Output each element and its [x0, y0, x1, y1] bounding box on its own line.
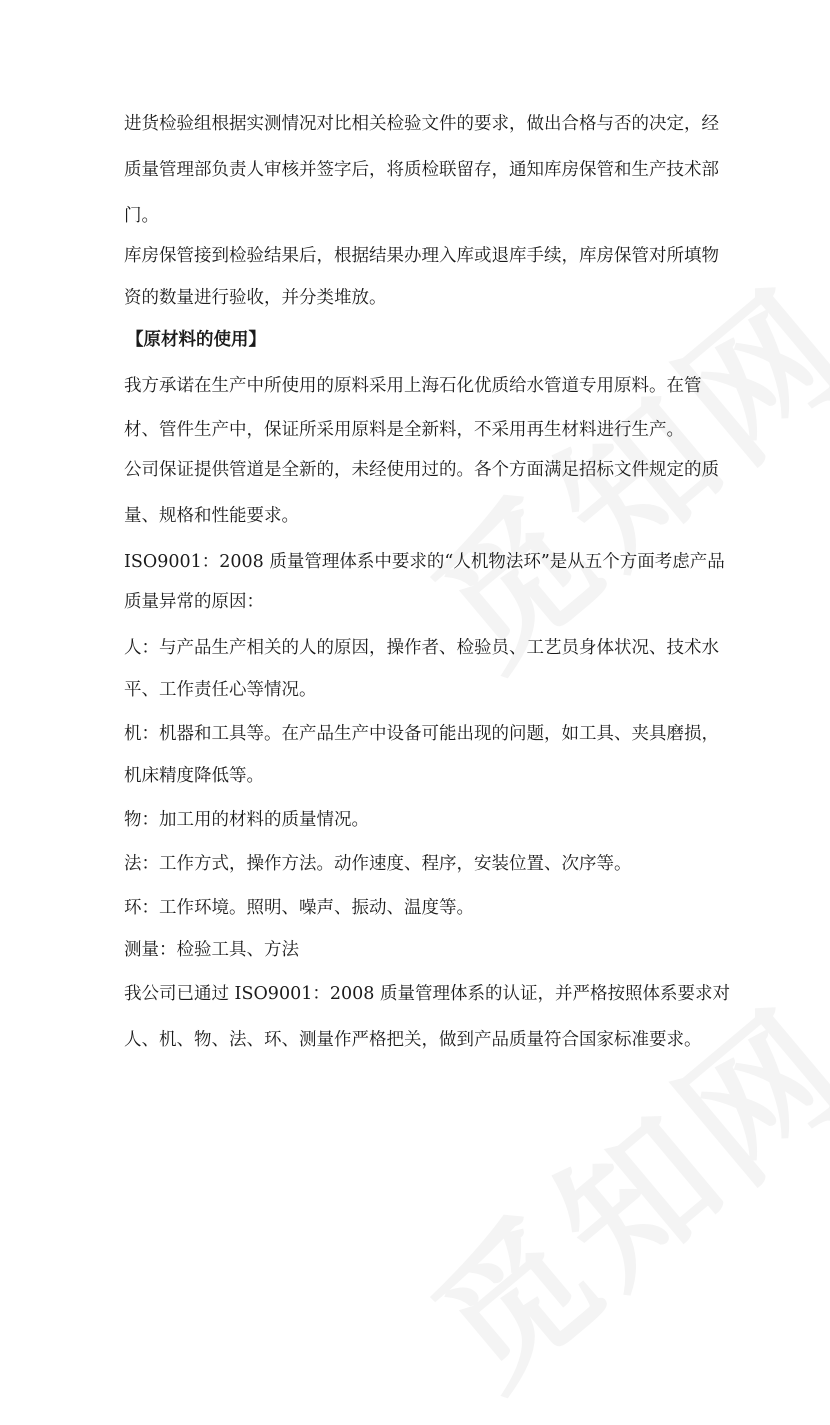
paragraph-line: 质量管理部负责人审核并签字后，将质检联留存，通知库房保管和生产技术部 [124, 160, 719, 180]
paragraph-line: 人、机、物、法、环、测量作严格把关，做到产品质量符合国家标准要求。 [124, 1030, 702, 1050]
section-heading: 【原材料的使用】 [126, 330, 266, 350]
paragraph-line: 库房保管接到检验结果后，根据结果办理入库或退库手续，库房保管对所填物 [124, 246, 719, 266]
paragraph-line: 资的数量进行验收，并分类堆放。 [124, 288, 387, 308]
watermark [382, 951, 830, 1425]
paragraph-line: 机床精度降低等。 [124, 766, 264, 786]
paragraph-line: 公司保证提供管道是全新的，未经使用过的。各个方面满足招标文件规定的质 [124, 460, 719, 480]
paragraph-line: ISO9001：2008 质量管理体系中要求的“人机物法环”是从五个方面考虑产品 [124, 552, 725, 572]
paragraph-line: 环：工作环境。照明、噪声、振动、温度等。 [124, 898, 474, 918]
paragraph-line: 我公司已通过 ISO9001：2008 质量管理体系的认证，并严格按照体系要求对 [124, 984, 730, 1004]
paragraph-line: 物：加工用的材料的质量情况。 [124, 810, 369, 830]
paragraph-line: 质量异常的原因： [124, 592, 264, 612]
paragraph-line: 材、管件生产中，保证所采用原料是全新料，不采用再生材料进行生产。 [124, 420, 684, 440]
paragraph-line: 法：工作方式，操作方法。动作速度、程序，安装位置、次序等。 [124, 854, 632, 874]
paragraph-line: 进货检验组根据实测情况对比相关检验文件的要求，做出合格与否的决定，经 [124, 114, 719, 134]
paragraph-line: 人：与产品生产相关的人的原因，操作者、检验员、工艺员身体状况、技术水 [124, 638, 719, 658]
paragraph-line: 我方承诺在生产中所使用的原料采用上海石化优质给水管道专用原料。在管 [124, 376, 702, 396]
paragraph-line: 平、工作责任心等情况。 [124, 680, 317, 700]
paragraph-line: 量、规格和性能要求。 [124, 506, 299, 526]
paragraph-line: 机：机器和工具等。在产品生产中设备可能出现的问题，如工具、夹具磨损， [124, 724, 719, 744]
paragraph-line: 门。 [124, 206, 159, 226]
paragraph-line: 测量：检验工具、方法 [124, 940, 299, 960]
